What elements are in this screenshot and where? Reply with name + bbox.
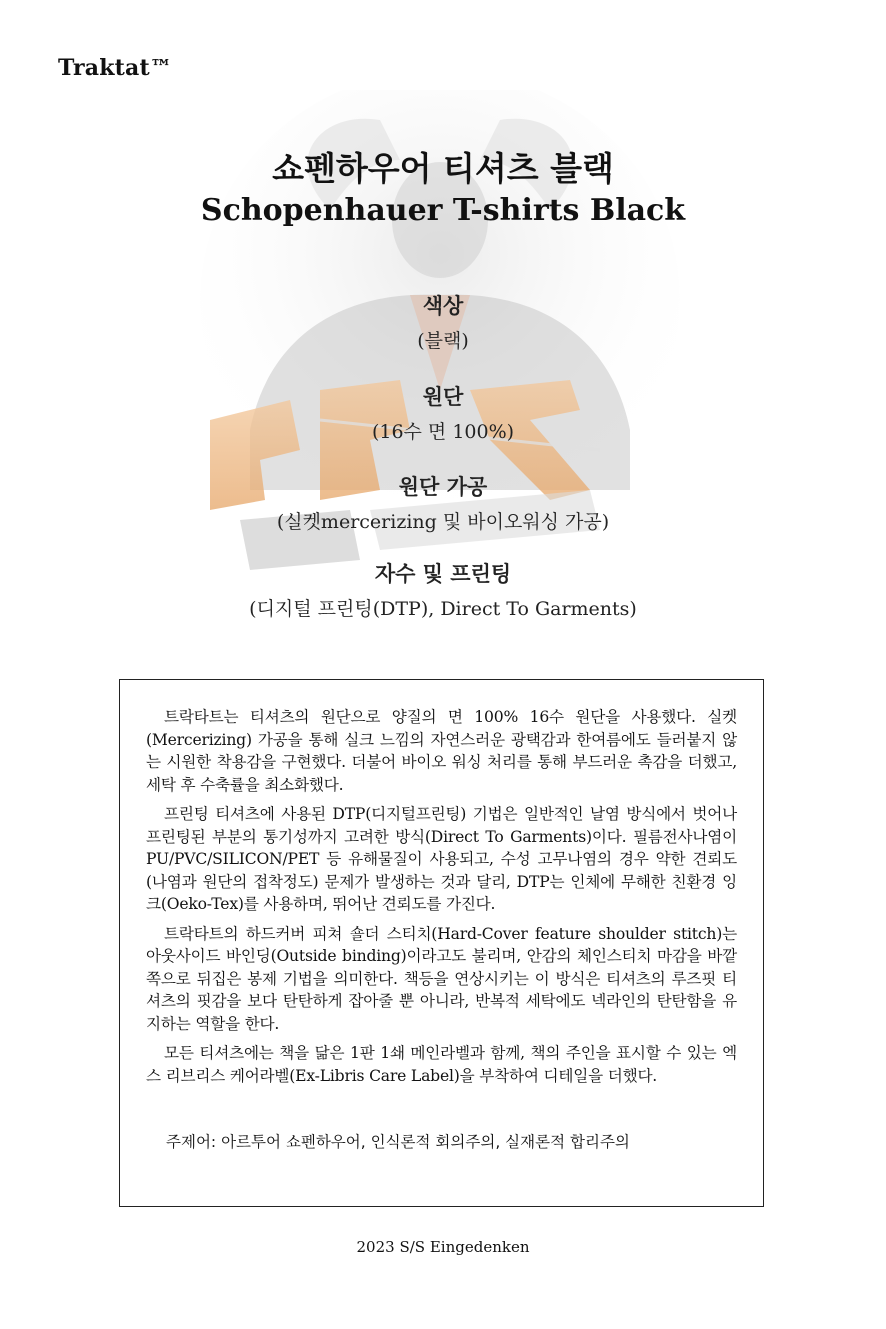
spec-label: 자수 및 프린팅 xyxy=(374,562,512,586)
season-label: 2023 S/S Eingedenken xyxy=(356,1238,530,1256)
spec-value: (블랙) xyxy=(417,330,469,352)
spec-fabric xyxy=(0,381,886,444)
product-title-korean: 쇼펜하우어 티셔츠 블랙 xyxy=(272,149,614,188)
spec-label: 색상 xyxy=(422,294,464,318)
spec-value: (실켓mercerizing 및 바이오워싱 가공) xyxy=(276,511,610,533)
description-paragraph: 모든 티셔츠에는 책을 닮은 1판 1쇄 메인라벨과 함께, 책의 주인을 표시할 수 있는 엑스 리브리스 케어라벨(Ex-Libris Care Label)을 부착하여 디테일을 더했다. xyxy=(146,1044,737,1085)
spec-label: 원단 가공 xyxy=(398,475,488,499)
spec-label: 원단 xyxy=(422,385,464,409)
description-box xyxy=(119,679,764,1207)
description-paragraph: 프린팅 티셔츠에 사용된 DTP(디지털프린팅) 기법은 일반적인 날염 방식에서 벗어나 프린팅된 부분의 통기성까지 고려한 방식(Direct To Garments)이다. 필름전사나염이 PU/PVC/SILICON/PET 등 유해물질이 사용되고, 수성 고무나염의 경우 약한 견뢰도(나염과 원단의 접착정도) 문제가 발생하는 것과 달리, DTP는 인체에 무해한 친환경 잉크(Oeko-Tex)를 사용하며, 뛰어난 견뢰도를 가진다. xyxy=(146,805,737,913)
spec-color xyxy=(0,290,886,353)
spec-value: (16수 면 100%) xyxy=(371,421,515,443)
description-paragraph: 트락타트의 하드커버 피쳐 숄더 스티치(Hard-Cover feature shoulder stitch)는 아웃사이드 바인딩(Outside binding)이라고도 불리며, 안감의 체인스티치 마감을 바깥쪽으로 뒤집은 봉제 기법을 의미한다. 책등을 연상시키는 이 방식은 티셔츠의 루즈핏 티셔츠의 핏감을 보다 탄탄하게 잡아줄 뿐 아니라, 반복적 세탁에도 넥라인의 탄탄함을 유지하는 역할을 한다. xyxy=(146,924,737,1033)
brand-logo: Traktat™ xyxy=(58,55,173,81)
spec-printing xyxy=(0,558,886,621)
product-title-english: Schopenhauer T-shirts Black xyxy=(200,193,686,228)
spec-value: (디지털 프린팅(DTP), Direct To Garments) xyxy=(249,598,637,620)
spec-fabric-processing xyxy=(0,471,886,534)
keywords-line: 주제어: 아르투어 쇼펜하우어, 인식론적 회의주의, 실재론적 합리주의 xyxy=(166,1133,630,1151)
description-paragraph: 트락타트는 티셔츠의 원단으로 양질의 면 100% 16수 원단을 사용했다. 실켓(Mercerizing) 가공을 통해 실크 느낌의 자연스러운 광택감과 한여름에도 들러붙지 않는 시원한 착용감을 구현했다. 더불어 바이오 워싱 처리를 통해 부드러운 촉감을 더했고, 세탁 후 수축률을 최소화했다. xyxy=(146,708,737,794)
